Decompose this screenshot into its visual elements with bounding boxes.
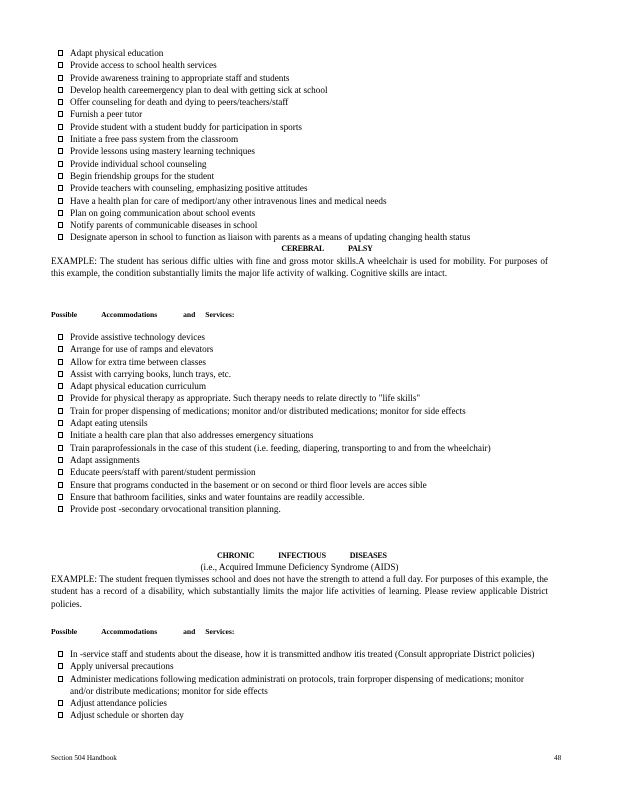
- list-item: [58, 491, 520, 503]
- list-item-text: Provide for physical therapy as appropriate. Such therapy needs to relate directly to "life skills": [70, 393, 421, 404]
- subheading-word: Services:: [205, 310, 235, 319]
- section-heading-cerebral-palsy: [0, 243, 618, 255]
- list-item: [58, 454, 520, 466]
- list-item-text: Designate aperson in school to function as liaison with parents as a means of updating changing health status: [70, 232, 471, 243]
- list-item: [58, 84, 558, 96]
- list-item-text: Provide student with a student buddy for participation in sports: [70, 121, 302, 132]
- list-item: [58, 59, 558, 71]
- subheading-word: Services:: [205, 627, 235, 636]
- list-item-text: Adapt eating utensils: [70, 418, 148, 429]
- checkbox-bullet-icon: [58, 506, 63, 512]
- list-item: [58, 195, 558, 207]
- list-item-text: Notify parents of communicable diseases in school: [70, 220, 258, 231]
- list-item-text: Provide individual school counseling: [70, 158, 207, 169]
- checkbox-bullet-icon: [58, 99, 63, 105]
- list-item: [58, 108, 558, 120]
- checkbox-bullet-icon: [58, 87, 63, 93]
- list-item-text: Begin friendship groups for the student: [70, 170, 215, 181]
- checkbox-bullet-icon: [58, 111, 63, 117]
- list-item-text: Provide lessons using mastery learning techniques: [70, 146, 255, 157]
- example-paragraph-cerebral-palsy: EXAMPLE: The student has serious diffic ulties with fine and gross motor skills.A wheelchair is used for mobility. For purposes of this example, the condition substantially limits the major life activity of walking. Cognitive skills are intact.: [51, 256, 548, 279]
- list-item: [58, 182, 558, 194]
- checkbox-bullet-icon: [58, 173, 63, 179]
- list-item-text: Plan on going communication about school events: [70, 207, 256, 218]
- list-item: [58, 47, 558, 59]
- subheading-word: Possible: [51, 310, 78, 319]
- list-item-text: Initiate a free pass system from the classroom: [70, 134, 239, 145]
- list-item-text: Allow for extra time between classes: [70, 356, 206, 367]
- list-item: [58, 207, 558, 219]
- list-item: [58, 466, 520, 478]
- list-item-text: Develop health careemergency plan to deal with getting sick at school: [70, 84, 328, 95]
- list-item-text: Adapt assignments: [70, 454, 140, 465]
- list-item-text: Ensure that bathroom facilities, sinks and water fountains are readily accessible.: [70, 491, 365, 502]
- subheading-accommodations: [51, 626, 234, 638]
- checkbox-bullet-icon: [58, 75, 63, 81]
- checkbox-bullet-icon: [58, 445, 63, 451]
- checkbox-bullet-icon: [58, 420, 63, 426]
- list-item: [58, 660, 548, 672]
- list-item-text: Offer counseling for death and dying to peers/teachers/staff: [70, 97, 289, 108]
- list-item-text: Initiate a health care plan that also addresses emergency situations: [70, 430, 314, 441]
- list-item: [58, 96, 558, 108]
- accommodations-list-cerebral-palsy: [58, 331, 520, 515]
- checkbox-bullet-icon: [58, 457, 63, 463]
- list-item: [58, 442, 520, 454]
- footer-page-number: 48: [554, 754, 562, 762]
- list-item: [58, 417, 520, 429]
- heading-word: CEREBRAL: [281, 244, 325, 253]
- list-item-text: Adjust attendance policies: [70, 698, 167, 709]
- checkbox-bullet-icon: [58, 222, 63, 228]
- list-item: [58, 709, 548, 721]
- list-item: [58, 380, 520, 392]
- checkbox-bullet-icon: [58, 432, 63, 438]
- list-item: [58, 648, 548, 660]
- checkbox-bullet-icon: [58, 62, 63, 68]
- heading-word: CHRONIC: [217, 551, 255, 560]
- list-item: [58, 145, 558, 157]
- list-item: [58, 697, 548, 709]
- heading-word: DISEASES: [349, 551, 387, 560]
- list-item-text: Furnish a peer tutor: [70, 109, 143, 120]
- list-item-text: Apply universal precautions: [70, 661, 174, 672]
- checkbox-bullet-icon: [58, 494, 63, 500]
- checkbox-bullet-icon: [58, 408, 63, 414]
- list-item: [58, 343, 520, 355]
- list-item-text: Provide awareness training to appropriate staff and students: [70, 72, 290, 83]
- list-item: [58, 356, 520, 368]
- list-item-text: Adapt physical education: [70, 48, 164, 58]
- list-item: [58, 503, 520, 515]
- list-item-text: Educate peers/staff with parent/student permission: [70, 467, 256, 478]
- list-item-text: Arrange for use of ramps and elevators: [70, 344, 214, 355]
- list-item-text: Ensure that programs conducted in the basement or on second or third floor levels are acces sible: [70, 479, 427, 490]
- list-item: [58, 170, 558, 182]
- list-item: [58, 133, 558, 145]
- checkbox-bullet-icon: [58, 482, 63, 488]
- list-item: [58, 479, 520, 491]
- subheading-word: Possible: [51, 627, 78, 636]
- list-item: [58, 405, 520, 417]
- checkbox-bullet-icon: [58, 712, 63, 718]
- subheading-word: and: [183, 627, 196, 636]
- checkbox-bullet-icon: [58, 663, 63, 669]
- list-item-text: Administer medications following medication administrati on protocols, train forproper dispensing of medications; monitor and/or distribute medications; monitor for side effects: [70, 673, 524, 696]
- checkbox-bullet-icon: [58, 395, 63, 401]
- list-item-text: Adapt physical education curriculum: [70, 381, 206, 392]
- list-item-text: Train for proper dispensing of medications; monitor and/or distributed medications; monitor for side effects: [70, 405, 466, 416]
- list-item: [58, 72, 558, 84]
- checkbox-bullet-icon: [58, 185, 63, 191]
- list-item-text: Provide teachers with counseling, emphasizing positive attitudes: [70, 183, 308, 194]
- accommodations-list-general: [58, 47, 558, 244]
- checkbox-bullet-icon: [58, 359, 63, 365]
- checkbox-bullet-icon: [58, 469, 63, 475]
- checkbox-bullet-icon: [58, 136, 63, 142]
- checkbox-bullet-icon: [58, 50, 63, 56]
- section-subtitle-aids: (i.e., Acquired Immune Deficiency Syndrome (AIDS): [200, 562, 399, 572]
- heading-word: PALSY: [348, 244, 373, 253]
- checkbox-bullet-icon: [58, 234, 63, 240]
- list-item: [58, 158, 558, 170]
- checkbox-bullet-icon: [58, 383, 63, 389]
- list-item-text: Assist with carrying books, lunch trays, etc.: [70, 368, 232, 379]
- checkbox-bullet-icon: [58, 210, 63, 216]
- checkbox-bullet-icon: [58, 198, 63, 204]
- checkbox-bullet-icon: [58, 346, 63, 352]
- checkbox-bullet-icon: [58, 700, 63, 706]
- list-item-text: In -service staff and students about the disease, how it is transmitted andhow itis treated (Consult appropriate District policies): [70, 649, 535, 659]
- subheading-word: and: [183, 310, 196, 319]
- list-item-text: Provide assistive technology devices: [70, 332, 205, 342]
- checkbox-bullet-icon: [58, 651, 63, 657]
- subheading-word: Accommodations: [101, 627, 158, 636]
- list-item: [58, 121, 558, 133]
- footer-handbook-title: Section 504 Handbook: [51, 754, 117, 762]
- checkbox-bullet-icon: [58, 334, 63, 340]
- subheading-word: Accommodations: [101, 310, 158, 319]
- list-item: [58, 368, 520, 380]
- checkbox-bullet-icon: [58, 148, 63, 154]
- list-item-text: Have a health plan for care of mediport/any other intravenous lines and medical needs: [70, 195, 387, 206]
- list-item: [58, 673, 548, 698]
- subheading-accommodations: [51, 309, 234, 321]
- list-item: [58, 331, 520, 343]
- list-item: [58, 429, 520, 441]
- list-item-text: Provide access to school health services: [70, 60, 217, 71]
- checkbox-bullet-icon: [58, 676, 63, 682]
- checkbox-bullet-icon: [58, 161, 63, 167]
- heading-word: INFECTIOUS: [278, 551, 326, 560]
- list-item-text: Provide post -secondary orvocational transition planning.: [70, 504, 281, 515]
- list-item-text: Train paraprofessionals in the case of this student (i.e. feeding, diapering, transporting to and from the wheelchair): [70, 442, 491, 453]
- list-item: [58, 219, 558, 231]
- list-item-text: Adjust schedule or shorten day: [70, 710, 184, 721]
- list-item: [58, 392, 520, 404]
- list-item: [58, 231, 558, 243]
- accommodations-list-chronic-diseases: [58, 648, 548, 722]
- checkbox-bullet-icon: [58, 124, 63, 130]
- example-paragraph-chronic-diseases: EXAMPLE: The student frequen tlymisses school and does not have the strength to attend a full day. For purposes of this example, the student has a record of a disability, which substantially limits the major life activities of learning. Please review applicable District policies.: [51, 574, 548, 609]
- checkbox-bullet-icon: [58, 371, 63, 377]
